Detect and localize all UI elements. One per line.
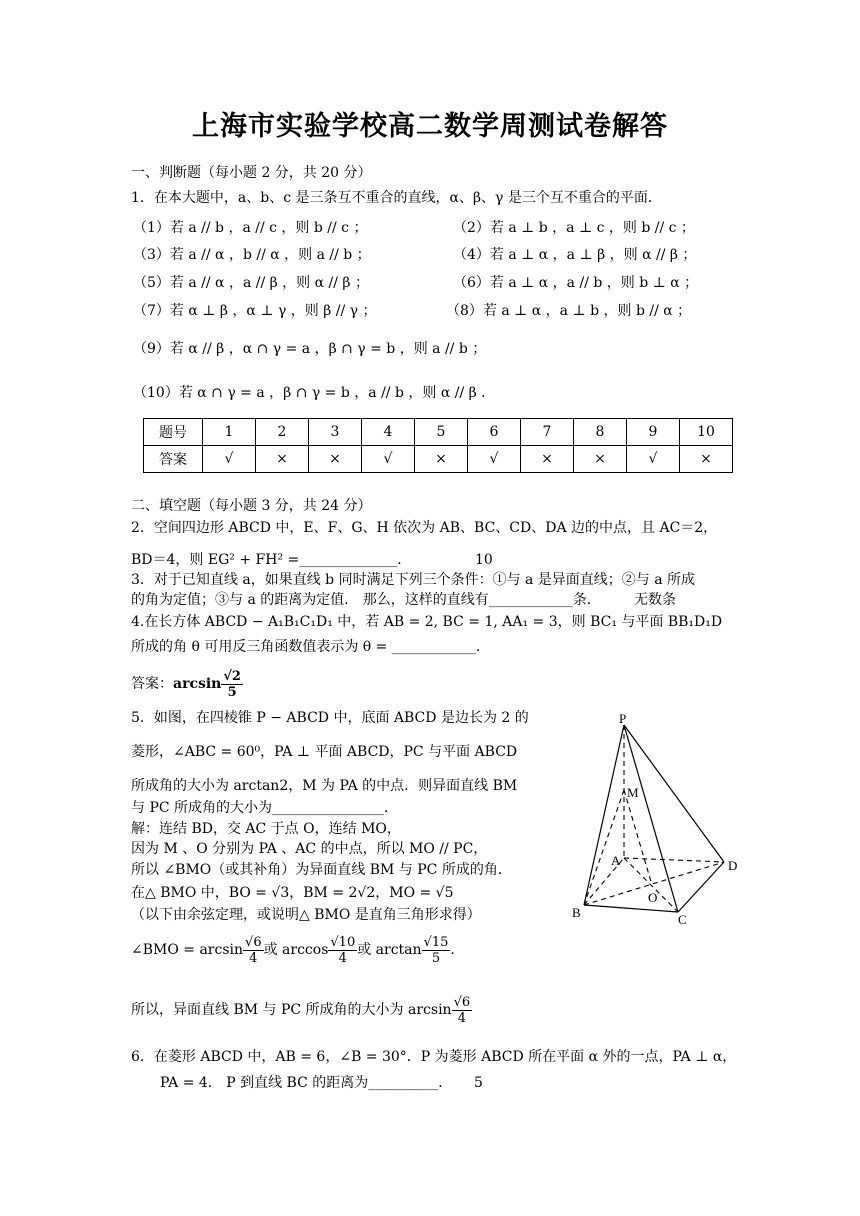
q4-answer-label: 答案：	[131, 676, 173, 692]
page-title: 上海市实验学校高二数学周测试卷解答	[192, 111, 668, 142]
q1-item-1: （1）若 a // b ，a // c ，则 b // c ；	[133, 220, 368, 236]
table-cell: ×	[521, 446, 574, 473]
edge-pd	[624, 725, 724, 862]
table-cell: 8	[574, 419, 627, 446]
table-cell: 2	[256, 419, 309, 446]
section1-header: 一、判断题（每小题 2 分，共 20 分）	[131, 165, 372, 181]
q5-conclusion	[131, 988, 472, 1032]
edge-bm	[584, 790, 624, 905]
q5-or-1: 或 arccos	[263, 942, 329, 958]
q5-c-den: 4	[457, 1010, 466, 1026]
table-cell: √	[468, 446, 521, 473]
answer-table	[143, 418, 733, 473]
q4-answer-fraction	[221, 669, 243, 700]
q6-line2: PA = 4． P 到直线 BC 的距离为__________．	[160, 1075, 453, 1091]
q5-fraction-1	[243, 935, 264, 966]
q5-conclusion-fraction	[452, 995, 473, 1026]
table-cell: ×	[256, 446, 309, 473]
q1-item-8: （8）若 a ⊥ α ，a ⊥ b ，则 b // α ；	[446, 303, 692, 319]
pyramid-figure	[560, 705, 760, 930]
table-header-answer: 答案	[144, 446, 203, 473]
q6-line1: 6．在菱形 ABCD 中，AB = 6，∠B = 30°．P 为菱形 ABCD 所在平面 α 外的一点，PA ⊥ α，	[131, 1049, 737, 1065]
edge-cd	[678, 862, 724, 912]
q2-line2: BD＝4，则 EG² + FH² =______________．	[131, 552, 412, 568]
q5-f3-num: √15	[423, 934, 449, 950]
q1-item-9: （9）若 α // β ，α ∩ γ = a ，β ∩ γ = b ，则 a // b ；	[133, 341, 487, 357]
edge-mo	[624, 790, 652, 885]
q5-f3-den: 5	[431, 950, 441, 966]
edge-pb	[584, 725, 624, 905]
q2-line1: 2．空间四边形 ABCD 中，E、F、G、H 依次为 AB、BC、CD、DA 边的中点，且 AC＝2，	[131, 520, 718, 536]
table-cell: 10	[680, 419, 733, 446]
table-cell: ×	[309, 446, 362, 473]
table-header-number: 题号	[144, 419, 203, 446]
label-d: D	[728, 858, 738, 873]
table-cell: 1	[203, 419, 256, 446]
edge-bc	[584, 905, 678, 912]
q5-fraction-2	[328, 935, 357, 966]
q5-line9: （以下由余弦定理，或说明△ BMO 是直角三角形求得）	[131, 907, 481, 923]
table-cell: ×	[415, 446, 468, 473]
q1-item-5: （5）若 a // α ，a // β ，则 α // β ；	[133, 275, 369, 291]
table-cell: √	[362, 446, 415, 473]
q4-answer	[131, 664, 243, 704]
q4-line2: 所成的角 θ 可用反三角函数值表示为 θ = ____________．	[131, 639, 490, 655]
q4-answer-denominator: 5	[227, 684, 237, 700]
table-cell: √	[203, 446, 256, 473]
label-o: O	[648, 890, 658, 905]
q5-or-2: 或 arctan	[357, 942, 422, 958]
label-a: A	[611, 853, 621, 868]
table-cell: 7	[521, 419, 574, 446]
q5-angle-expression	[131, 928, 464, 972]
table-cell: 4	[362, 419, 415, 446]
q2-answer: 10	[475, 552, 493, 568]
q5-f2-num: √10	[330, 934, 356, 950]
q5-f2-den: 4	[338, 950, 347, 966]
edge-ad	[624, 858, 724, 862]
table-cell: 9	[627, 419, 680, 446]
section2-header: 二、填空题（每小题 3 分，共 24 分）	[131, 498, 372, 514]
table-cell: 6	[468, 419, 521, 446]
table-cell: ×	[680, 446, 733, 473]
q4-answer-fn: arcsin	[173, 676, 222, 692]
q4-line1: 4.在长方体 ABCD − A₁B₁C₁D₁ 中，若 AB = 2, BC = 1, AA₁ = 3，则 BC₁ 与平面 BB₁D₁D	[131, 614, 723, 630]
q1-item-10: （10）若 α ∩ γ = a ，β ∩ γ = b ，a // b ，则 α // β ．	[133, 385, 496, 401]
q4-answer-numerator: √2	[223, 668, 241, 684]
table-cell: 3	[309, 419, 362, 446]
q5-line3: 所成角的大小为 arctan2，M 为 PA 的中点．则异面直线 BM	[131, 778, 518, 794]
label-p: P	[619, 711, 627, 726]
q5-f1-num: √6	[245, 934, 262, 950]
q1-item-6: （6）若 a ⊥ α ，a // b ，则 b ⊥ α ；	[453, 275, 699, 291]
q3-line1: 3．对于已知直线 a，如果直线 b 同时满足下列三个条件：①与 a 是异面直线；②与 a 所成	[131, 572, 696, 588]
q5-angle-prefix: ∠BMO = arcsin	[131, 942, 244, 958]
table-row-numbers	[144, 419, 733, 446]
q5-end: ．	[450, 942, 465, 958]
q5-conclusion-text: 所以，异面直线 BM 与 PC 所成角的大小为 arcsin	[131, 1002, 452, 1018]
q5-line8: 在△ BMO 中，BO = √3，BM = 2√2，MO = √5	[131, 885, 454, 901]
q5-fraction-3	[422, 935, 451, 966]
q5-line2: 菱形，∠ABC = 60⁰，PA ⊥ 平面 ABCD，PC 与平面 ABCD	[131, 744, 518, 760]
q5-line1: 5．如图，在四棱锥 P − ABCD 中，底面 ABCD 是边长为 2 的	[131, 710, 529, 726]
q3-answer: 无数条	[634, 592, 676, 608]
q5-c-num: √6	[453, 994, 471, 1010]
table-cell: √	[627, 446, 680, 473]
table-row-answers	[144, 446, 733, 473]
q1-stem: 1．在本大题中，a、b、c 是三条互不重合的直线，α、β、γ 是三个互不重合的平面．	[131, 190, 662, 206]
q5-line6: 因为 M 、O 分别为 PA 、AC 的中点，所以 MO // PC，	[131, 841, 488, 857]
label-b: B	[572, 905, 581, 920]
table-cell: 5	[415, 419, 468, 446]
q3-line2: 的角为定值；③与 a 的距离为定值． 那么，这样的直线有____________条．	[131, 592, 601, 608]
q5-line5: 解：连结 BD，交 AC 于点 O，连结 MO，	[131, 821, 401, 837]
q1-item-4: （4）若 a ⊥ α ，a ⊥ β ，则 α // β ；	[453, 247, 697, 263]
q1-item-2: （2）若 a ⊥ b ，a ⊥ c ，则 b // c ；	[453, 220, 695, 236]
q5-f1-den: 4	[249, 950, 258, 966]
q1-item-7: （7）若 α ⊥ β ，α ⊥ γ ，则 β // γ ；	[133, 303, 377, 319]
q5-line4: 与 PC 所成角的大小为________________．	[131, 800, 399, 816]
label-c: C	[678, 912, 687, 927]
q1-item-3: （3）若 a // α ，b // α ，则 a // b ；	[133, 247, 371, 263]
table-cell: ×	[574, 446, 627, 473]
q5-line7: 所以 ∠BMO（或其补角）为异面直线 BM 与 PC 所成的角．	[131, 862, 512, 878]
q6-answer: 5	[474, 1075, 483, 1091]
label-m: M	[627, 785, 639, 800]
